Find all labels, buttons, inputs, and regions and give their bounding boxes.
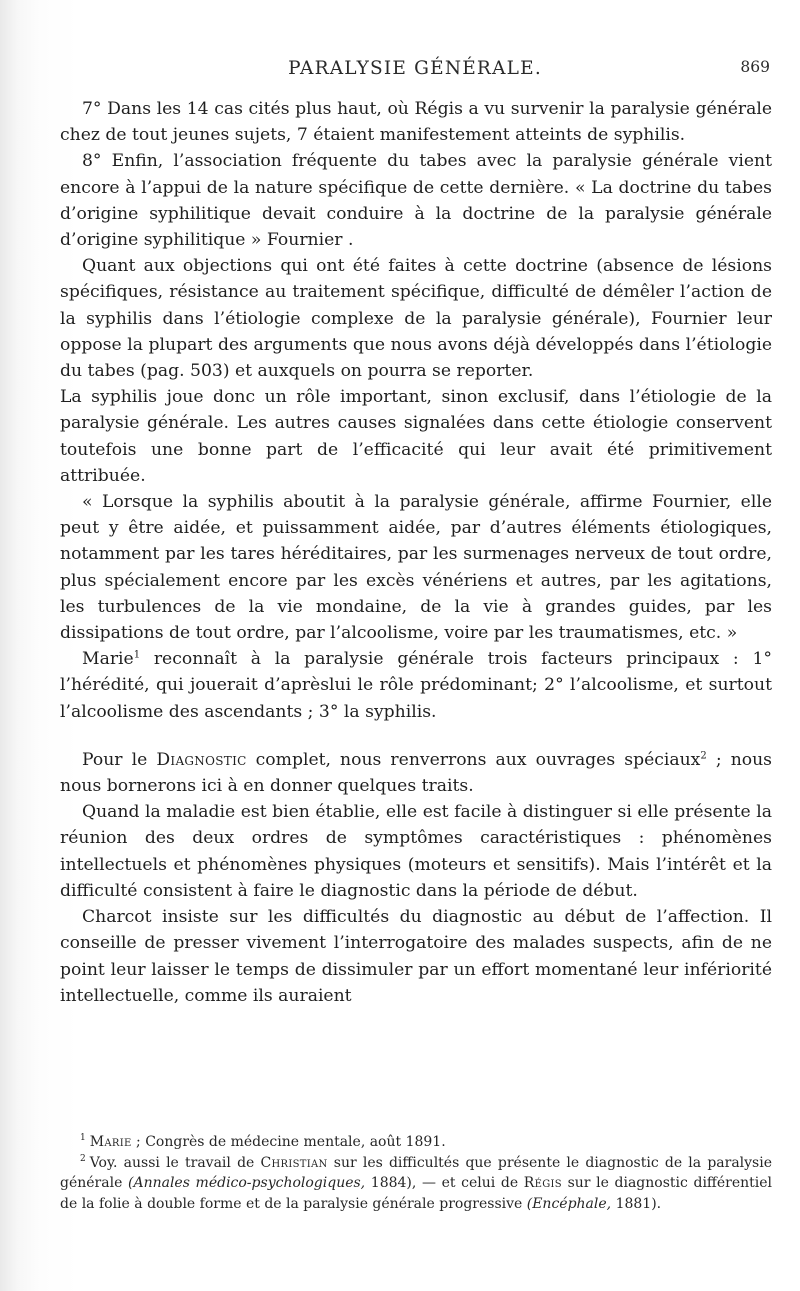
paragraph-fournier-quote: « Lorsque la syphilis aboutit à la paralysie générale, affirme Fournier, elle peut y être aidée, et puissamment aidée, par d’autres éléments étiologiques, notamment par les tares héréditaires, par les surmenages nerveux de tout ordre, plus spécialement encore par les excès vénériens et autres, par les agitations, les turbulences de la vie mondaine, de la vie à grandes guides, par les dissipations de tout ordre, par l’alcoolisme, voire par les traumatismes, etc. » (60, 492, 772, 644)
footnotes (60, 1132, 772, 1214)
footnote-author: Marie (89, 1134, 132, 1150)
footnote-number: 1 (80, 1133, 86, 1144)
footnote-2 (60, 1153, 772, 1215)
page-header (60, 58, 770, 84)
footnote-author: Christian (260, 1154, 328, 1171)
section-gap (60, 725, 772, 747)
page-number: 869 (740, 58, 770, 76)
paragraph-marie (60, 646, 772, 725)
footnote-ref-2: 2 (700, 750, 707, 762)
footnote-text: 1884), — et celui de (365, 1175, 524, 1191)
diagnostic-lead: Pour le (82, 749, 148, 770)
paragraph-established: Quand la maladie est bien établie, elle est facile à distinguer si elle présente la réunion des deux ordres de symptômes caractéristiques : phénomènes intellectuels et phénomènes physiques (moteurs et sensitifs). Mais l’intérêt et la difficulté consistent à faire le diagnostic dans la période de début. (60, 802, 772, 901)
diagnostic-term: Diagnostic (156, 749, 247, 770)
footnote-author: Régis (523, 1175, 562, 1191)
paragraph-8: 8° Enfin, l’association fréquente du tabes avec la paralysie générale vient encore à l’appui de la nature spécifique de cette dernière. « La doctrine du tabes d’origine syphilitique devait conduire à la doctrine de la paralysie générale d’origine syphilitique » Fournier . (60, 151, 772, 251)
diagnostic-rest: complet, nous renverrons aux ouvrages spéciaux (255, 749, 701, 770)
diagnostic-tail: ; nous nous bornerons ici à en donner quelques traits. (60, 749, 773, 797)
paragraph-objections: Quant aux objections qui ont été faites à cette doctrine (absence de lésions spécifiques, résistance au traitement spécifique, difficulté de démêler l’action de la syphilis dans l’étiologie complexe de la paralysie générale), Fournier leur oppose la plupart des arguments que nous avons déjà développés dans l’étiologie du tabes (pag. 503) et auxquels on pourra se reporter. (60, 256, 772, 382)
paragraph-diagnostic (60, 747, 772, 799)
footnote-journal: (Annales médico-psychologiques, (128, 1175, 366, 1191)
marie-text: reconnaît à la paralysie générale trois facteurs principaux : 1° l’hérédité, qui jouerait d’aprèslui le rôle prédominant; 2° l’alcoolisme, et surtout l’alcoolisme des ascendants ; 3° la syphilis. (60, 649, 772, 722)
marie-name: Marie (82, 649, 134, 670)
footnote-journal: (Encéphale, (526, 1195, 612, 1212)
paragraph-7: 7° Dans les 14 cas cités plus haut, où Régis a vu survenir la paralysie générale chez de tout jeunes sujets, 7 étaient manifestement atteints de syphilis. (60, 99, 772, 146)
footnote-text: ; Congrès de médecine mentale, août 1891. (131, 1134, 446, 1150)
footnote-text: sur le diagnostic différentiel de la folie à double forme et de la paralysie générale progressive (60, 1175, 773, 1212)
running-head: PARALYSIE GÉNÉRALE. (288, 58, 542, 79)
footnote-1 (60, 1132, 772, 1153)
footnote-text: 1881). (611, 1195, 662, 1212)
main-text (60, 96, 772, 1009)
footnote-text: Voy. aussi le travail de (89, 1154, 261, 1171)
footnote-text: sur les difficultés que présente le diagnostic de la paralysie générale (60, 1154, 772, 1191)
paragraph-syphilis-role: La syphilis joue donc un rôle important, sinon exclusif, dans l’étiologie de la paralysie générale. Les autres causes signalées dans cette étiologie conservent toutefois une bonne part de l’efficacité qui leur avait été primitivement attribuée. (60, 387, 772, 486)
footnote-number: 2 (80, 1153, 86, 1164)
paragraph-charcot: Charcot insiste sur les difficultés du diagnostic au début de l’affection. Il conseille de presser vivement l’interrogatoire des malades suspects, afin de ne point leur laisser le temps de dissimuler par un effort momentané leur infériorité intellectuelle, comme ils auraient (60, 907, 772, 1006)
footnote-ref-1: 1 (133, 649, 141, 661)
